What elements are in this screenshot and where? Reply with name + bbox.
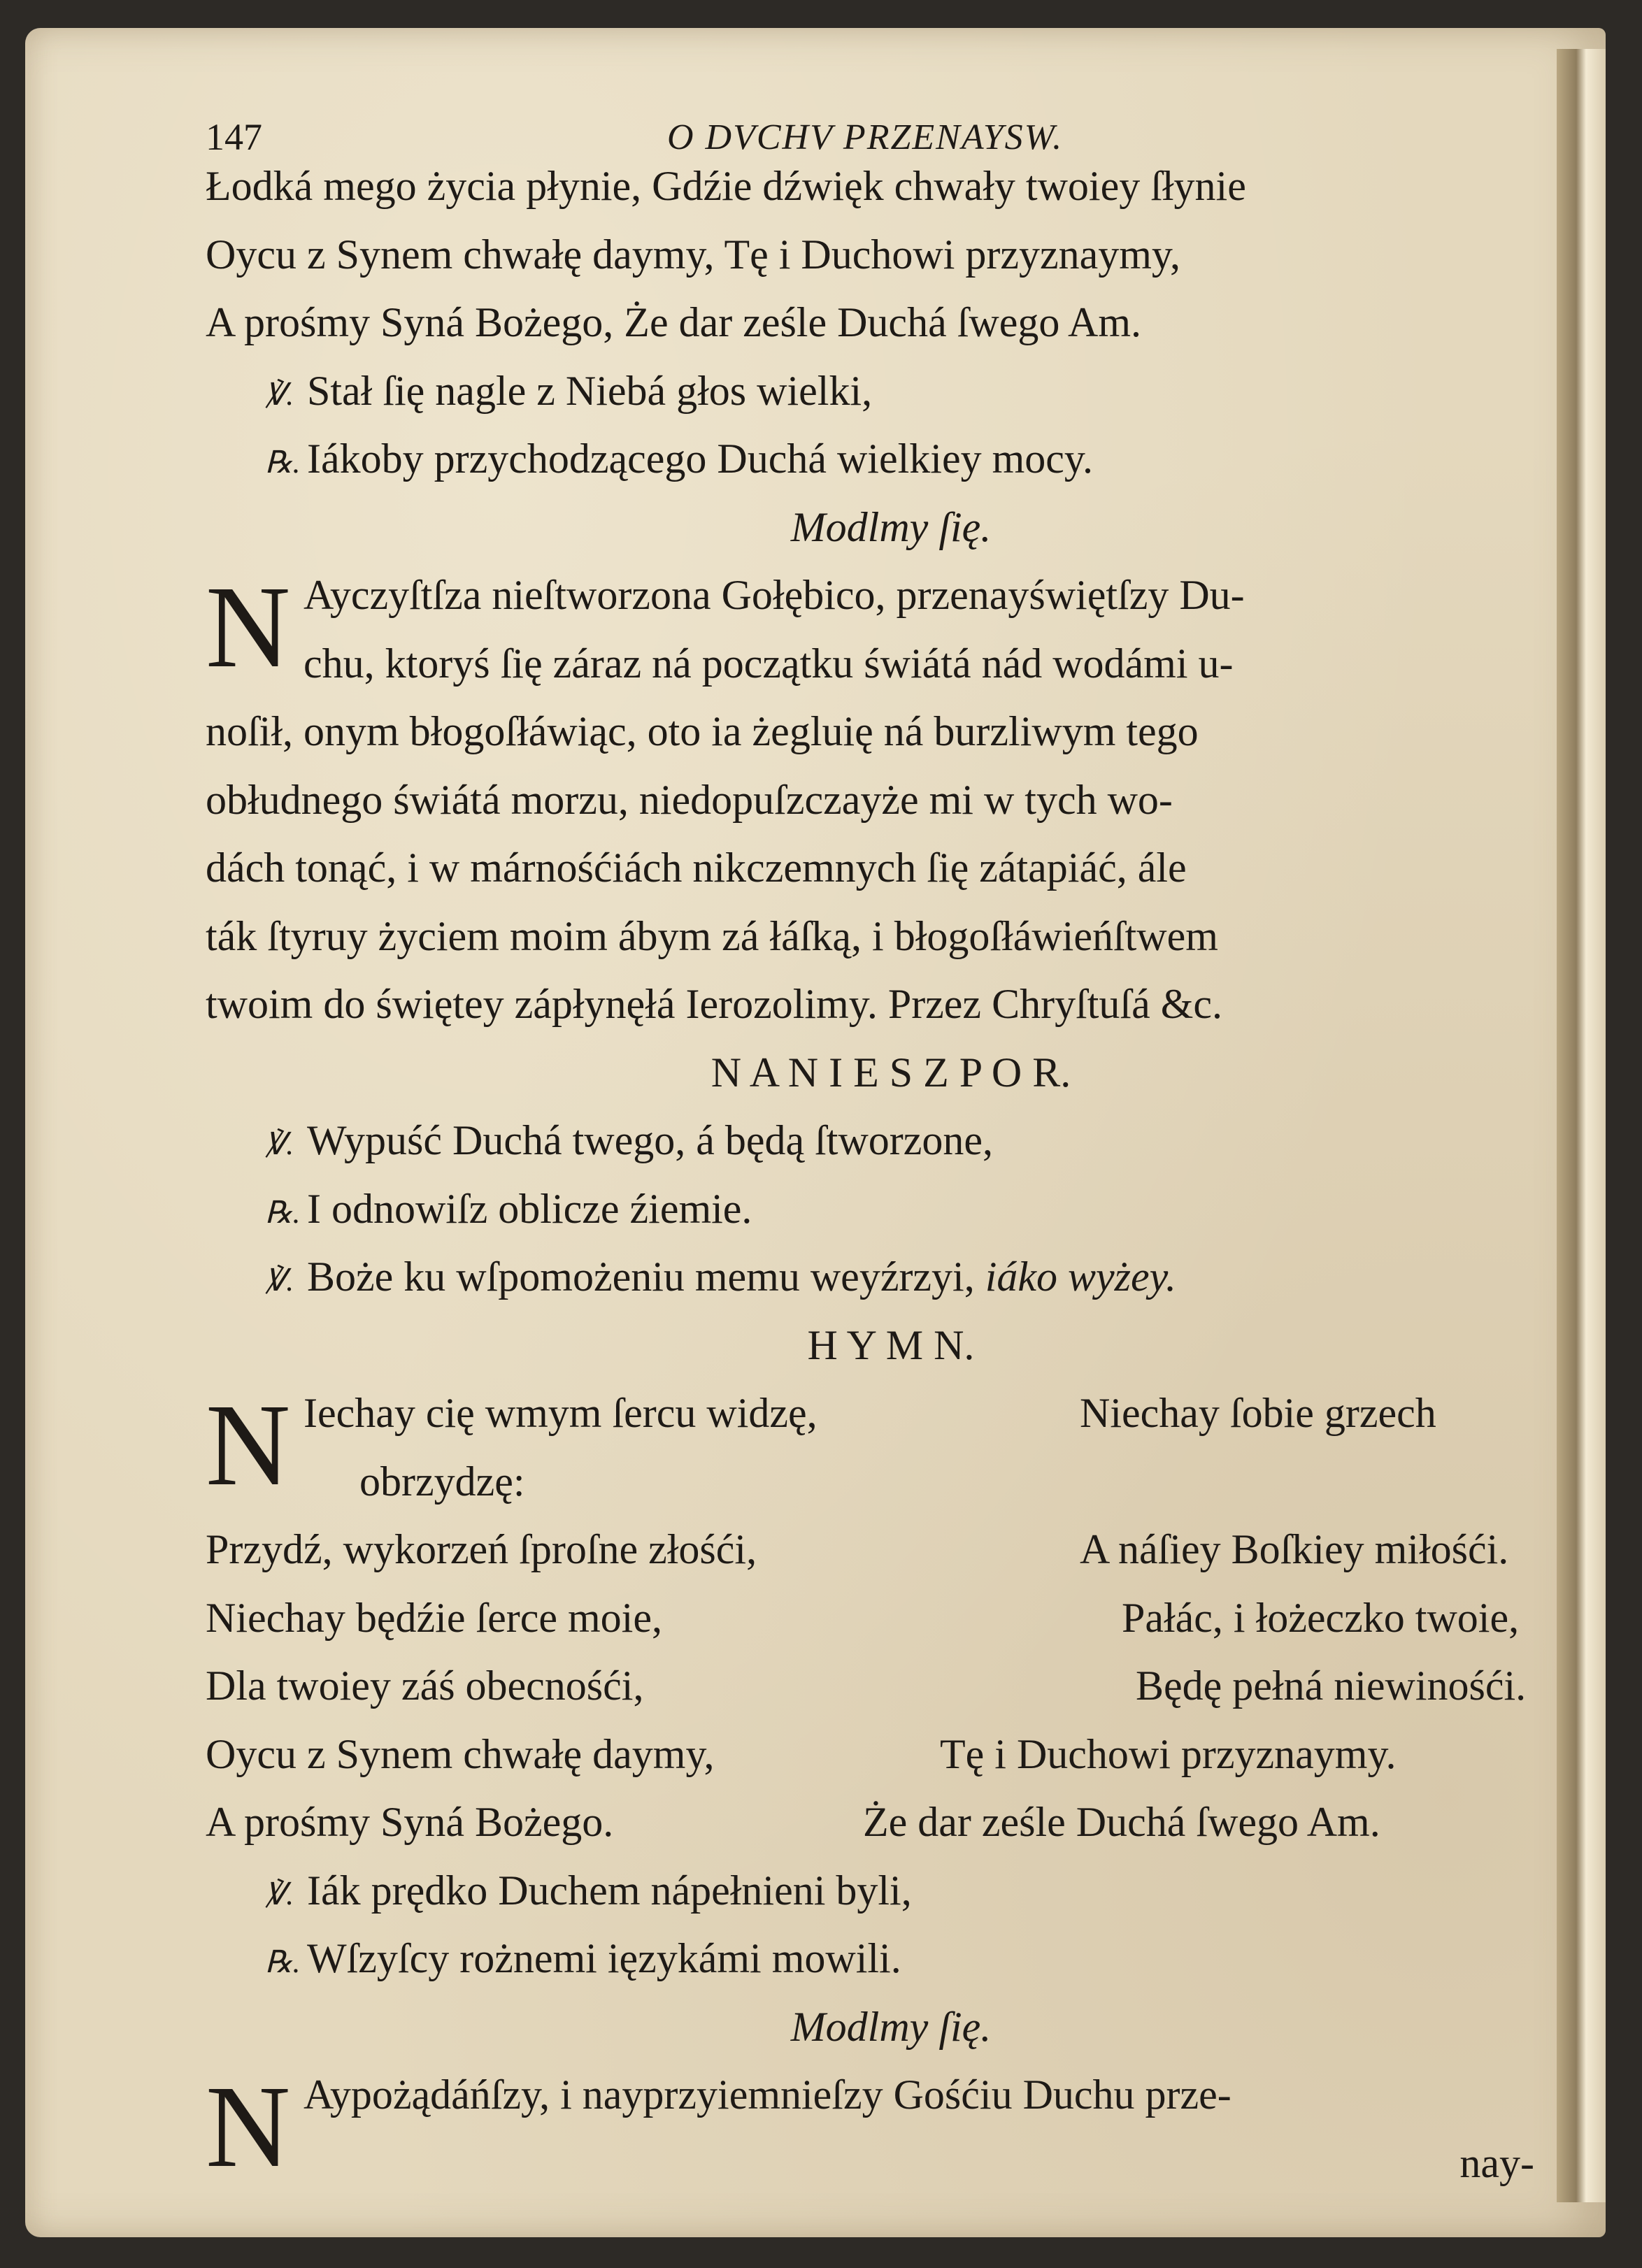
hymn-row [206,1516,1576,1584]
hymn-heading: H Y M N. [807,1321,975,1368]
hymn-left: Oycu z Synem chwałę daymy, [206,1730,715,1777]
page-number: 147 [206,116,262,158]
prayer-line: dách tonąć, i w márnośćiách nikczemnych ſię zátapiáć, ále [206,845,1187,891]
response-text: Iákoby przychodzącego Duchá wielkiey mocy. [307,436,1093,482]
hymn-right: Niechay ſobie grzech [1080,1390,1436,1436]
versicle-italic-text: iáko wyżey. [985,1254,1176,1300]
hymn-left: Przydź, wykorzeń ſproſne złośći, [206,1526,757,1572]
hymn-right: Że dar ześle Duchá ſwego Am. [863,1799,1380,1845]
prayer-paragraph [206,561,1576,698]
prayer-line: Ayczyſtſza nieſtworzona Gołębico, przenayświętſzy Du- [304,572,1245,618]
versicle-text: Iák prędko Duchem nápełnieni byli, [307,1867,912,1914]
running-title: O DVCHV PRZENAYSW. [667,117,1064,157]
prayer-line: ták ſtyruy życiem moim ábym zá łáſką, i błogoſłáwieńſtwem [206,912,1218,959]
versicle-symbol: ℣. [265,1876,294,1911]
versicle-line [206,1243,1576,1312]
response-text: I odnowiſz oblicze źiemie. [307,1185,752,1232]
hymn-row [206,1788,1576,1857]
hymn-right: Pałác, i łożeczko twoie, [1122,1594,1520,1641]
hymn-right: A náſiey Boſkiey miłośći. [1080,1526,1509,1572]
prayer-heading: Modlmy ſię. [790,2003,992,2050]
versicle-symbol: ℣. [265,377,294,412]
response-symbol: ℞. [265,445,301,480]
hymn-left: Niechay będźie ſerce moie, [206,1594,662,1641]
stanza-line: Łodká mego życia płynie, Gdźie dźwięk chwały twoiey ſłynie [206,163,1246,209]
vespers-heading: N A N I E S Z P O R. [711,1049,1071,1096]
stanza-line: A prośmy Syná Bożego, Że dar ześle Duchá ſwego Am. [206,299,1142,345]
prayer-line: chu, ktoryś ſię záraz ná początku świátá nád wodámi u- [304,640,1234,687]
versicle-text: Stał ſię nagle z Niebá głos wielki, [307,367,873,414]
stanza-line: Oycu z Synem chwałę daymy, Tę i Duchowi przyznaymy, [206,231,1181,278]
page-text [206,89,1576,2197]
page-header [206,89,1576,158]
versicle-block-2 [206,1857,1576,1993]
hymn-row [304,1379,1576,1448]
response-text: Wſzyſcy rożnemi ięzykámi mowili. [307,1935,901,1981]
versicle-text: Boże ku wſpomożeniu memu weyźrzyi, [307,1254,975,1300]
prayer-line: Aypożądáńſzy, i nayprzyiemnieſzy Gośćiu Duchu prze- [304,2072,1232,2118]
stanza-end [206,152,1576,357]
versicle-line [206,1857,1576,1925]
catchword: nay- [1459,2139,1534,2186]
prayer-line: twoim do świętey zápłynęłá Ierozolimy. Przez Chryſtuſá &c. [206,981,1223,1027]
response-line [206,1925,1576,1993]
response-symbol: ℞. [265,1195,301,1230]
prayer-line: noſił, onym błogoſłáwiąc, oto ia żegluię ná burzliwym tego [206,708,1199,754]
versicle-symbol: ℣. [265,1263,294,1298]
versicle-block-1 [206,357,1576,494]
prayer-heading: Modlmy ſię. [790,503,992,550]
hymn-right: Tę i Duchowi przyznaymy. [940,1730,1397,1777]
hymn-row [206,1584,1576,1653]
hymn-continuation: obrzydzę: [359,1458,525,1505]
hymn-row [206,1652,1576,1721]
versicle-line [206,1107,1576,1175]
prayer-line: obłudnego świátá morzu, niedopuſzczayże mi w tych wo- [206,776,1173,823]
book-page [25,28,1606,2237]
versicle-symbol: ℣. [265,1127,294,1161]
versicle-line [206,357,1576,426]
hymn-row [206,1721,1576,1789]
drop-cap: N [206,562,291,692]
response-symbol: ℞. [265,1945,301,1979]
hymn-left: Iechay cię wmym ſercu widzę, [304,1390,818,1436]
versicle-text: Wypuść Duchá twego, á będą ſtworzone, [307,1117,994,1163]
hymn-first-verse [206,1379,1576,1516]
drop-cap: N [206,2062,291,2192]
drop-cap: N [206,1380,291,1510]
hymn-left: A prośmy Syná Bożego. [206,1799,614,1845]
hymn-left: Dla twoiey záś obecnośći, [206,1663,644,1709]
response-line [206,425,1576,494]
response-line [206,1175,1576,1244]
hymn-right: Będę pełná niewinośći. [1136,1663,1527,1709]
prayer-paragraph [206,2061,1576,2197]
